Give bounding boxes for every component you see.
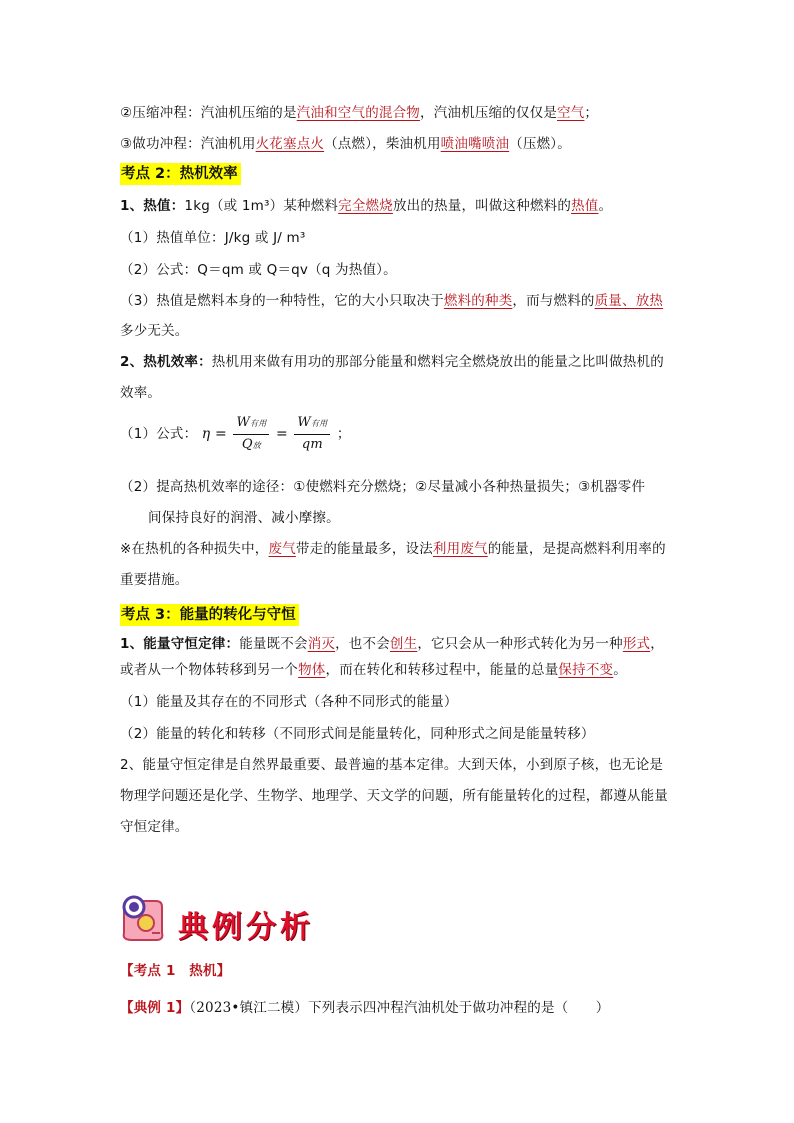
conservation-general-1: 2、能量守恒定律是自然界最重要、最普遍的基本定律。大到天体，小到原子核，也无论是 bbox=[120, 757, 664, 773]
energy-transfer-line: （2）能量的转化和转移（不同形式间是能量转化，同种形式之间是能量转移） bbox=[120, 726, 595, 742]
compression-stroke-line: ②压缩冲程：汽油机压缩的是汽油和空气的混合物，汽油机压缩的仅仅是空气； bbox=[120, 105, 599, 121]
heat-value-property-2: 多少无关。 bbox=[120, 323, 189, 339]
example-analysis-banner: 典例分析 bbox=[178, 910, 314, 945]
topic-1-tag: 【考点 1 热机】 bbox=[120, 963, 231, 979]
heat-value-definition: 1、热值：1kg（或 1m³）某种燃料完全燃烧放出的热量，叫做这种燃料的热值。 bbox=[120, 198, 613, 214]
conservation-general-3: 守恒定律。 bbox=[120, 819, 189, 835]
section-heading-2: 考点 2：热机效率 bbox=[120, 163, 241, 185]
formula-fraction-1: $\frac{\text{W有用}}{\text{Q放}}$ bbox=[233, 415, 269, 454]
heat-value-unit: （1）热值单位：J/kg 或 J/ m³ bbox=[120, 230, 306, 246]
conservation-law-1: 1、能量守恒定律：能量既不会消灭，也不会创生，它只会从一种形式转化为另一种形式， bbox=[120, 636, 664, 652]
heat-value-formula: （2）公式：Q＝qm 或 Q＝qv（q 为热值）。 bbox=[120, 262, 397, 278]
efficiency-improve-2: 间保持良好的润滑、减小摩擦。 bbox=[148, 510, 340, 526]
heat-value-property-1: （3）热值是燃料本身的一种特性，它的大小只取决于燃料的种类，而与燃料的质量、放热 bbox=[120, 293, 664, 309]
waste-gas-note-2: 重要措施。 bbox=[120, 572, 189, 588]
efficiency-definition-2: 效率。 bbox=[120, 385, 162, 401]
example-analysis-icon bbox=[118, 893, 174, 943]
efficiency-definition-1: 2、热机效率：热机用来做有用功的那部分能量和燃料完全燃烧放出的能量之比叫做热机的 bbox=[120, 354, 664, 370]
energy-forms-line: （1）能量及其存在的不同形式（各种不同形式的能量） bbox=[120, 694, 458, 710]
efficiency-formula: （1）公式： η = $\frac{\text{W有用}}{\text{Q放}}$ = $\frac{\text{W有用}}{qm}$ ； bbox=[120, 414, 351, 452]
waste-gas-note-1: ※在热机的各种损失中，废气带走的能量最多，设法利用废气的能量，是提高燃料利用率的 bbox=[120, 541, 666, 557]
section-heading-3: 考点 3：能量的转化与守恒 bbox=[120, 604, 299, 626]
formula-fraction-2: $\frac{\text{W有用}}{qm}$ bbox=[294, 415, 330, 453]
conservation-law-2: 或者从一个物体转移到另一个物体，而在转化和转移过程中，能量的总量保持不变。 bbox=[120, 662, 627, 678]
efficiency-improve-1: （2）提高热机效率的途径：①使燃料充分燃烧；②尽量减小各种热量损失；③机器零件 bbox=[120, 479, 646, 495]
power-stroke-line: ③做功冲程：汽油机用火花塞点火（点燃），柴油机用喷油嘴喷油（压燃）。 bbox=[120, 136, 571, 152]
example-1-question: 【典例 1】（2023•镇江二模）下列表示四冲程汽油机处于做功冲程的是（ ） bbox=[120, 1000, 610, 1016]
conservation-general-2: 物理学问题还是化学、生物学、地理学、天文学的问题，所有能量转化的过程，都遵从能量 bbox=[120, 788, 668, 804]
